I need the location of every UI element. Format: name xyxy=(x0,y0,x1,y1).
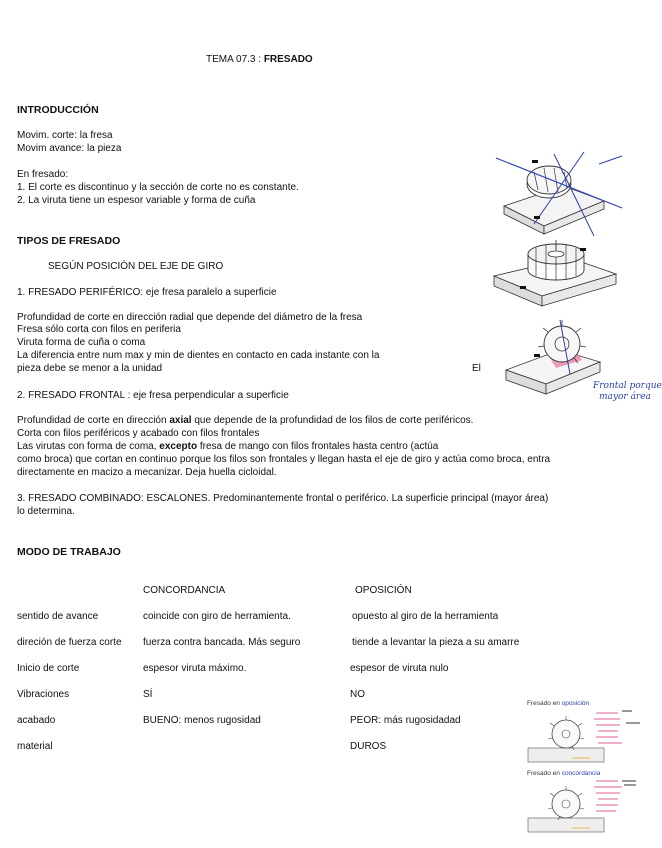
stray-text-el: El xyxy=(472,363,481,374)
page-title xyxy=(206,54,313,65)
oposicion-cell: tiende a levantar la pieza a su amarre xyxy=(352,637,520,648)
small-fig-text: Fresado en xyxy=(527,770,562,777)
small-figure-title-concordancia xyxy=(527,770,600,777)
intro-line: Movim. corte: la fresa xyxy=(17,130,113,141)
combinado-line: 3. FRESADO COMBINADO: ESCALONES. Predominantemente frontal o periférico. La superficie principal (mayor área) xyxy=(17,493,549,504)
frontal-line: directamente en macizo a mecanizar. Deja huella cicloidal. xyxy=(17,467,277,478)
row-label: Vibraciones xyxy=(17,689,70,700)
intro-list-item: 1. El corte es discontinuo y la sección de corte no es constante. xyxy=(17,182,299,193)
periferico-title: 1. FRESADO PERIFÉRICO: eje fresa paralelo a superficie xyxy=(17,287,277,298)
row-label: Inicio de corte xyxy=(17,663,80,674)
handwritten-note xyxy=(593,381,662,403)
concordancia-cell: SÍ xyxy=(143,689,153,700)
concordancia-cell: espesor viruta máximo. xyxy=(143,663,247,674)
row-label: sentido de avance xyxy=(17,611,99,622)
intro-list-item: 2. La viruta tiene un espesor variable y forma de cuña xyxy=(17,195,256,206)
small-fig-highlight: concordancia xyxy=(561,770,601,777)
periferico-line: Profundidad de corte en dirección radial que depende del diámetro de la fresa xyxy=(17,312,363,323)
concordancia-cell: BUENO: menos rugosidad xyxy=(143,715,261,726)
column-header-concordancia: CONCORDANCIA xyxy=(143,585,226,596)
row-label: acabado xyxy=(17,715,56,726)
combinado-line: lo determina. xyxy=(17,506,75,517)
intro-line: En fresado: xyxy=(17,169,69,180)
frontal-text: que depende de la profundidad de los filos de corte periféricos. xyxy=(191,415,474,426)
title-bold: FRESADO xyxy=(263,54,313,65)
frontal-title: 2. FRESADO FRONTAL : eje fresa perpendicular a superficie xyxy=(17,390,289,401)
frontal-bold-excepto: excepto xyxy=(159,441,198,452)
column-header-oposicion: OPOSICIÓN xyxy=(355,585,412,596)
frontal-line: como broca) que cortan en continuo porque los filos son frontales y llegan hasta el eje de giro y actúa como broca, entra xyxy=(17,454,551,465)
periferico-line: Fresa sólo corta con filos en periferia xyxy=(17,324,181,335)
small-figure-concordancia xyxy=(526,778,644,836)
oposicion-cell: espesor de viruta nulo xyxy=(350,663,449,674)
periferico-line: pieza debe se menor a la unidad xyxy=(17,363,163,374)
frontal-line xyxy=(17,415,473,428)
frontal-bold-axial: axial xyxy=(169,415,192,426)
oposicion-cell: PEOR: más rugosidadad xyxy=(350,715,461,726)
heading-tipos: TIPOS DE FRESADO xyxy=(17,235,121,247)
row-label: material xyxy=(17,741,53,752)
frontal-line: Corta con filos periféricos y acabado con filos frontales xyxy=(17,428,260,439)
concordancia-cell: coincide con giro de herramienta. xyxy=(143,611,291,622)
handwritten-note-line: Frontal porque xyxy=(593,381,662,391)
oposicion-cell: NO xyxy=(350,689,365,700)
heading-modo-trabajo: MODO DE TRABAJO xyxy=(17,546,121,558)
figure-fresa-herramienta xyxy=(490,240,620,312)
row-label: direción de fuerza corte xyxy=(17,637,122,648)
periferico-line: La diferencia entre num max y min de dientes en contacto en cada instante con la xyxy=(17,350,380,361)
frontal-text: fresa de mango con filos frontales hasta centro (actúa xyxy=(197,441,439,452)
frontal-line xyxy=(17,441,438,454)
subheading-eje-giro: SEGÚN POSICIÓN DEL EJE DE GIRO xyxy=(48,261,224,272)
small-fig-highlight: oposición xyxy=(561,700,590,707)
handwritten-note-line: mayor área xyxy=(599,392,651,402)
heading-introduccion: INTRODUCCIÓN xyxy=(17,104,99,116)
small-figure-oposicion xyxy=(526,708,644,766)
oposicion-cell: opuesto al giro de la herramienta xyxy=(352,611,499,622)
figure-fresado-periferico xyxy=(494,146,624,238)
frontal-text: Profundidad de corte en dirección xyxy=(17,415,170,426)
intro-line: Movim avance: la pieza xyxy=(17,143,122,154)
frontal-text: Las virutas con forma de coma, xyxy=(17,441,160,452)
small-fig-text: Fresado en xyxy=(527,700,562,707)
concordancia-cell: fuerza contra bancada. Más seguro xyxy=(143,637,301,648)
title-prefix: TEMA 07.3 : xyxy=(206,54,264,65)
periferico-line: Viruta forma de cuña o coma xyxy=(17,337,146,348)
small-figure-title-oposicion xyxy=(527,700,589,707)
oposicion-cell: DUROS xyxy=(350,741,387,752)
